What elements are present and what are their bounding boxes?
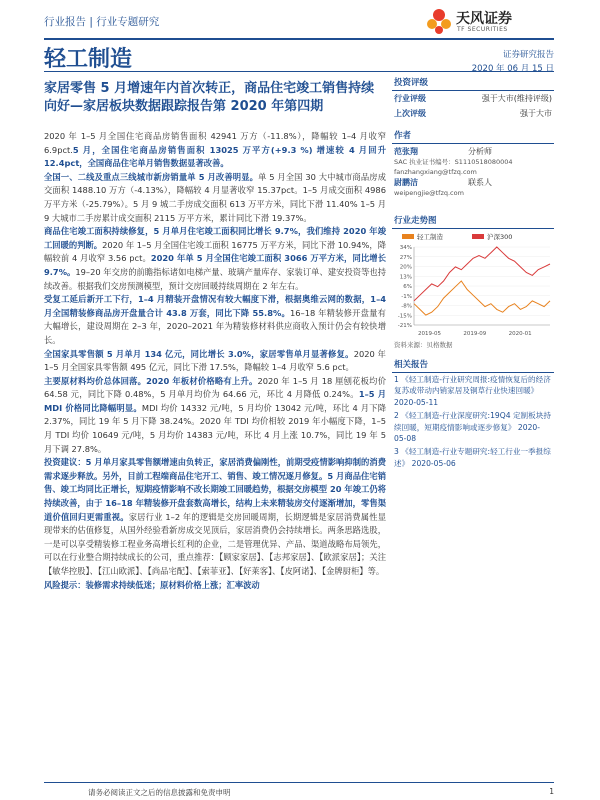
body-paragraph [44,293,386,347]
rating-heading: 投资评级 [392,74,554,91]
author-name: 尉鹏洁 [394,178,418,187]
related-heading: 相关报告 [392,356,554,373]
paragraph-text: 16–18 年精装修开盘量有大幅增长，建设周期在 2–3 年，2020–2021 年为精装修材料供应商收入预计仍会有较快增长。 [44,307,386,345]
paragraph-bold: 5 月，全国住宅商品房销售面积 13025 万平方(+9.3 %) 增速较 4 月回升 12.4pct，全国商品住宅单月销售数据显著改善。 [44,144,386,169]
industry-title: 轻工制造 [44,47,133,72]
paragraph-tail: MDI 均价 14332 元/吨，5 月均价 13042 元/吨，环比 4 月下降 2.37%，同比 19 年 5 月下降 38.24%。2020 年 TDI 均价相较 2019 年小幅度下降，1–5 月 TDI 均价 10649 元/吨，5 月均价 14383 元/吨，环比 4 月上涨 10.7%，同比 19 年 5 月下调 27.8%。 [44,402,387,454]
authors-heading: 作者 [392,127,554,144]
paragraph-bold: 1–5 月 MDI 价格同比降幅明显。 [44,389,386,413]
company-logo [424,6,554,38]
paragraph-tail: 19–20 年交房的前瞻指标诸如电梯产量、玻璃产量库存、家装订单、建安投资等也持续改善。根据我们交房预测模型，预计交房回暖持续周期在 2 年左右。 [44,266,387,291]
paragraph-text: 家居行业 1–2 年的逻辑是交房回暖周期，长期逻辑是家居消费属性显现带来的估值修复，从国外经验看新房成交见顶后，家居消费仍会持续增长。两条思路选股，一是可以享受精装修工程业务高增长红利的企业，二是管理优异、产品、渠道战略布局领先，可以在行业整合期持续成长的公司，重点推荐：【顾家家居】、【志邦家居】、【欧派家居】；关注【敏华控股】、【江山欧派】、【尚品宅配】、【索菲亚】、【好莱客】、【皮阿诺】、【金牌厨柜】等。 [44,511,386,576]
paragraph-text: 2020 年 1–5 月全国住宅商品房销售面积 42941 万方（-11.8%），降幅较 1–4 月收窄 6.9pct. [44,131,386,155]
paragraph-lead: 主要原材料均价总体回落。2020 年板材价格略有上升。 [44,375,258,386]
y-tick-label: -15% [397,313,412,320]
report-type: 证券研究报告 [502,50,554,60]
footer-divider [44,782,554,783]
chart-source: 资料来源：贝格数据 [394,341,453,349]
logo-subtitle: TF SECURITIES [457,26,508,33]
author-email[interactable]: weipengjie@tfzq.com [394,189,464,197]
related-report-link[interactable]: 1 《轻工制造-行业研究周报:疫情恢复后的经济复苏或带动内销家居及铜草行业快速回暖》 2020-05-11 [394,375,551,407]
report-body [44,130,386,592]
y-tick-label: 20% [399,264,412,271]
author-email[interactable]: fanzhangxiang@tfzq.com [394,168,477,176]
legend-label: 沪深300 [487,233,513,241]
x-tick-label: 2019-05 [418,331,441,337]
paragraph-lead: 投资建议：5 月单月家具零售额增速由负转正，家居消费偏刚性，前期受疫情影响抑制的消费需求逐步释放。另外，目前工程端商品住宅开工、销售、竣工情况逐月修复。5 月商品住宅销售、竣工均同比正增长，短期疫情影响不改长期竣工回暖趋势，根据交房模型 20 年竣工仍将持续改善，由于 16–18 年精装修开盘套数高增长，结构上未来精装房交付逐渐增加，零售渠道价值回归更需重视。 [44,457,386,522]
author-block: 范张翔 分析师 SAC 执业证书编号：S1110518080004 fanzhangxiang@tfzq.com 尉鹏洁 联系人 weipengjie@tfzq.com [392,144,554,198]
related-reports [392,373,554,470]
y-tick-label: -21% [397,323,412,329]
legend-label: 轻工制造 [417,233,443,241]
trend-chart [392,231,554,339]
x-tick-label: 2019-09 [463,331,487,337]
body-paragraph [44,225,386,293]
logo-icon [424,6,454,36]
body-paragraph [44,375,386,457]
related-report-link[interactable]: 2 《轻工制造-行业深度研究:19Q4 定制板块持续回暖，短期疫情影响或逐步修复》 2020-05-08 [394,411,551,444]
related-report-link[interactable]: 3 《轻工制造-行业专题研究:轻工行业一季报综述》 2020-05-06 [394,447,551,468]
page-number: 1 [549,787,554,796]
body-paragraph [44,348,386,375]
author-cert: SAC 执业证书编号：S1110518080004 [394,158,513,166]
footer-disclaimer: 请务必阅读正文之后的信息披露和免责申明 [88,788,231,797]
paragraph-lead: 受复工延后新开工下行，1–4 月精装开盘情况有较大幅度下滑，根据奥维云网的数据，1–4 月全国精装修商品房开盘量合计 43.8 万套，同比下降 55.8%。 [44,294,386,318]
side-panel [392,74,554,470]
body-paragraph [44,171,386,225]
y-tick-label: -8% [401,303,412,310]
author-name: 范张翔 [394,147,418,156]
y-tick-label: 13% [399,274,412,281]
y-tick-label: 27% [399,254,412,261]
title-divider [44,71,554,72]
paragraph-text: 2020 年 1–5 月全国家具零售额 495 亿元，同比下滑 17.5%，降幅较 1–4 月收窄 5.6 pct。 [44,348,386,373]
y-tick-label: 34% [399,245,412,251]
top-bar [44,10,554,40]
x-tick-label: 2020-01 [508,331,532,337]
paragraph-lead: 全国一、二线及重点三线城市新房销量单 5 月改善明显。 [44,171,259,182]
paragraph-bold: 2020 年单 5 月全国住宅竣工面积 3066 万平方米，同比增长 9.7%。 [44,253,386,277]
paragraph-text: 2020 年 1–5 月全国住宅竣工面积 16775 万平方米，同比下滑 10.94%，降幅较前 4 月收窄 3.56 pct。 [44,239,387,264]
y-tick-label: 6% [403,284,412,290]
paragraph-lead: 风险提示：装修需求持续低迷；原材料价格上涨；汇率波动 [44,579,260,590]
last-rating: 上次评级 强于大市 [394,109,552,118]
legend-swatch [402,234,414,239]
trend-chart-svg [392,231,554,339]
logo-name: 天风证券 [456,11,512,27]
y-tick-label: -1% [401,293,412,300]
report-date: 2020 年 06 月 15 日 [471,64,554,74]
paragraph-text: 单 5 月全国 30 大中城市商品房成交面积 1488.10 万方（-4.13%），降幅较 4 月显著收窄 15.37pct。1–5 月成交面积 4986 万平方米（-25.79%）。5 月 9 城二手房成交面积 613 万平方米，同比下滑 11.40% 1–5 月 9 大城市二手房累计成交面积 2115 万平方米，累计同比下滑 19.37%。 [44,171,386,223]
legend-swatch [472,234,484,239]
trend-heading: 行业走势图 [392,212,554,229]
series-line [414,247,550,301]
paragraph-lead: 商品住宅竣工面积持续修复，5 月单月住宅竣工面积同比增长 9.7%，我们维持 2020 年竣工回暖的判断。 [44,226,386,250]
report-category: 行业报告 | 行业专题研究 [44,16,160,28]
paragraph-text: 2020 年 1–5 月 18 厘刨花板均价 64.58 元，同比下降 0.48%，5 月单月均价为 64.66 元，环比 4 月降低 0.24%。 [44,375,386,400]
paragraph-lead: 全国家具零售额 5 月单月 134 亿元，同比增长 3.0%，家居零售单月显著修复。 [44,348,354,359]
body-paragraph [44,456,386,578]
report-title: 家居零售 5 月增速年内首次转正，商品住宅竣工销售持续向好—家居板块数据跟踪报告第 2020 年第四期 [44,81,375,114]
body-paragraph [44,130,386,171]
body-paragraph [44,579,386,593]
industry-rating: 行业评级 强于大市(维持评级) [394,94,552,103]
